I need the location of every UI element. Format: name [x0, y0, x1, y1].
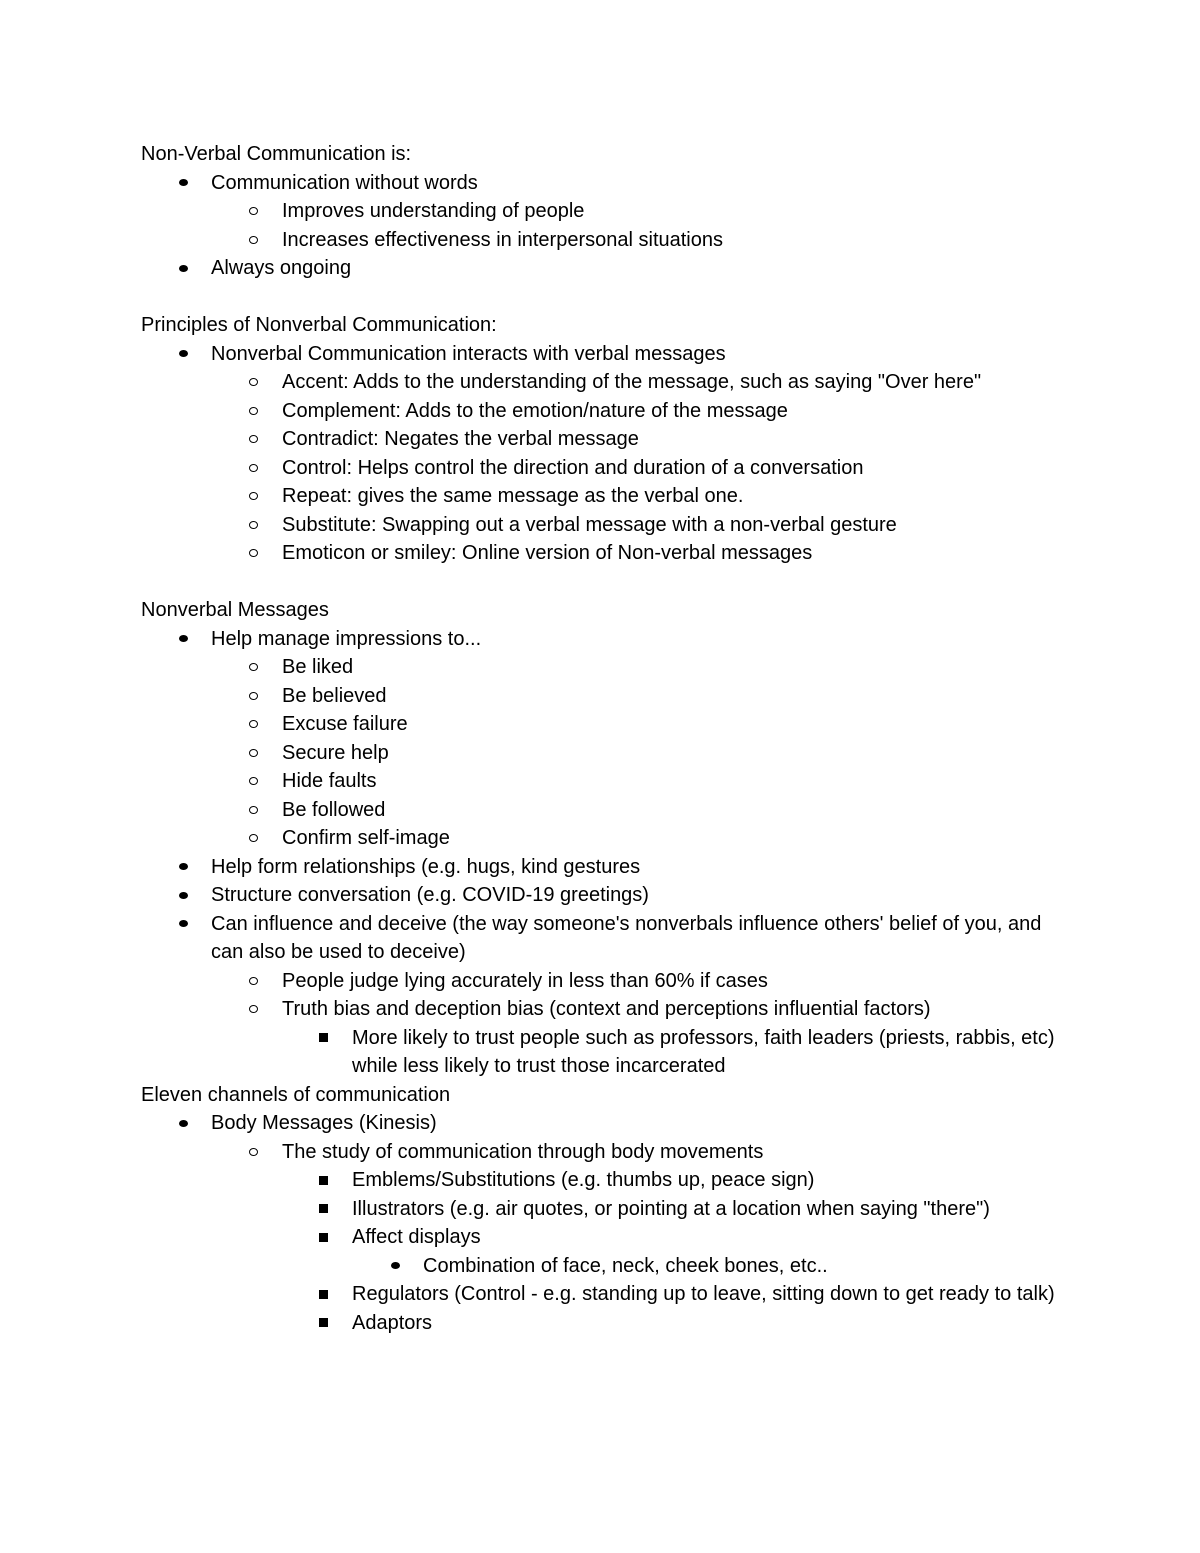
list-item [141, 967, 1061, 996]
list-item [141, 169, 1061, 198]
circle-bullet-icon [249, 1138, 258, 1167]
list-item-text: Truth bias and deception bias (context and perceptions influential factors) [282, 998, 931, 1020]
list-item-text: Be believed [282, 684, 387, 707]
list-item [141, 226, 1061, 255]
circle-bullet-icon [249, 767, 258, 796]
list-item [141, 995, 1061, 1024]
list-item [141, 454, 1061, 483]
list-item-text: Regulators (Control - e.g. standing up to leave, sitting down to get ready to talk) [352, 1283, 1055, 1305]
list-item [141, 482, 1061, 511]
blank-line [141, 283, 1061, 312]
list-item-text: Accent: Adds to the understanding of the message, such as saying "Over here" [282, 371, 982, 393]
list-item [141, 511, 1061, 540]
list-item [141, 625, 1061, 654]
list-item [141, 1109, 1061, 1138]
list-item-text: Confirm self-image [282, 827, 450, 849]
list-item [141, 682, 1061, 711]
circle-bullet-icon [249, 368, 258, 397]
list-item-text: Combination of face, neck, cheek bones, etc.. [423, 1254, 828, 1277]
list-item-text: Adaptors [352, 1311, 433, 1334]
section [141, 596, 1061, 1081]
list-item [141, 910, 1061, 967]
list-item-text: Help manage impressions to... [211, 627, 482, 650]
circle-bullet-icon [249, 511, 258, 540]
section [141, 311, 1061, 568]
disc-bullet-icon [179, 254, 188, 283]
list-item-text: Complement: Adds to the emotion/nature of the message [282, 399, 788, 422]
list-item-text: The study of communication through body movements [282, 1140, 764, 1163]
circle-bullet-icon [249, 482, 258, 511]
section-heading: Non-Verbal Communication is: [141, 143, 412, 165]
list-item-text: Illustrators (e.g. air quotes, or pointing at a location when saying "there") [352, 1197, 990, 1220]
list-item [141, 710, 1061, 739]
list-item-text: Hide faults [282, 770, 377, 792]
circle-bullet-icon [249, 653, 258, 682]
list-item [141, 1280, 1061, 1309]
square-bullet-icon [319, 1195, 328, 1224]
list-item-text: Control: Helps control the direction and duration of a conversation [282, 456, 864, 479]
list-item [141, 1166, 1061, 1195]
square-bullet-icon [319, 1223, 328, 1252]
list-item-text: Body Messages (Kinesis) [211, 1112, 437, 1134]
circle-bullet-icon [249, 454, 258, 483]
circle-bullet-icon [249, 682, 258, 711]
section-heading: Nonverbal Messages [141, 599, 329, 621]
list-item [141, 739, 1061, 768]
square-bullet-icon [319, 1166, 328, 1195]
disc-bullet-icon [179, 881, 188, 910]
list-item [141, 368, 1061, 397]
list-item [141, 1195, 1061, 1224]
circle-bullet-icon [249, 397, 258, 426]
list-item-text: Substitute: Swapping out a verbal message with a non-verbal gesture [282, 513, 897, 536]
section-heading: Eleven channels of communication [141, 1083, 451, 1106]
list-item [141, 1309, 1061, 1338]
blank-line [141, 568, 1061, 597]
list-item-text: Excuse failure [282, 713, 408, 735]
square-bullet-icon [319, 1280, 328, 1309]
circle-bullet-icon [249, 796, 258, 825]
list-item [141, 397, 1061, 426]
list-item-text: Help form relationships (e.g. hugs, kind gestures [211, 855, 641, 878]
list-item-text: Nonverbal Communication interacts with verbal messages [211, 342, 726, 365]
circle-bullet-icon [249, 425, 258, 454]
section [141, 140, 1061, 283]
list-item [141, 853, 1061, 882]
disc-bullet-icon [179, 169, 188, 198]
list-item-text: Increases effectiveness in interpersonal situations [282, 228, 723, 251]
list-item-text: Always ongoing [211, 257, 352, 279]
list-item [141, 796, 1061, 825]
square-bullet-icon [319, 1309, 328, 1338]
list-item [141, 340, 1061, 369]
list-item-text: Repeat: gives the same message as the verbal one. [282, 485, 744, 507]
list-item-text: Secure help [282, 741, 389, 764]
circle-bullet-icon [249, 710, 258, 739]
disc-bullet-icon [391, 1252, 400, 1281]
list-item-text: Emoticon or smiley: Online version of Non-verbal messages [282, 542, 813, 564]
list-item-text: Structure conversation (e.g. COVID-19 greetings) [211, 884, 649, 906]
list-item [141, 881, 1061, 910]
circle-bullet-icon [249, 539, 258, 568]
list-item [141, 824, 1061, 853]
list-item [141, 1223, 1061, 1252]
disc-bullet-icon [179, 625, 188, 654]
section-heading: Principles of Nonverbal Communication: [141, 314, 497, 336]
list-item-text: Emblems/Substitutions (e.g. thumbs up, peace sign) [352, 1169, 815, 1191]
circle-bullet-icon [249, 226, 258, 255]
document-body [141, 140, 1061, 1337]
list-item-text: Communication without words [211, 171, 478, 194]
list-item [141, 1252, 1061, 1281]
circle-bullet-icon [249, 967, 258, 996]
square-bullet-icon [319, 1024, 328, 1053]
list-item [141, 1024, 1061, 1081]
list-item-text: Be liked [282, 656, 354, 678]
list-item [141, 539, 1061, 568]
circle-bullet-icon [249, 824, 258, 853]
list-item-text: Affect displays [352, 1226, 481, 1248]
disc-bullet-icon [179, 340, 188, 369]
list-item [141, 653, 1061, 682]
list-item-text: Can influence and deceive (the way someone's nonverbals influence others' belief of you, and can also be used to deceive) [211, 912, 1042, 963]
list-item-text: People judge lying accurately in less than 60% if cases [282, 969, 768, 992]
list-item [141, 254, 1061, 283]
list-item [141, 1138, 1061, 1167]
list-item [141, 197, 1061, 226]
circle-bullet-icon [249, 995, 258, 1024]
list-item-text: More likely to trust people such as professors, faith leaders (priests, rabbis, etc) while less likely to trust those incarcerated [352, 1026, 1055, 1077]
list-item-text: Improves understanding of people [282, 200, 585, 222]
list-item-text: Be followed [282, 798, 386, 821]
list-item [141, 425, 1061, 454]
disc-bullet-icon [179, 853, 188, 882]
circle-bullet-icon [249, 197, 258, 226]
list-item [141, 767, 1061, 796]
disc-bullet-icon [179, 910, 188, 939]
circle-bullet-icon [249, 739, 258, 768]
disc-bullet-icon [179, 1109, 188, 1138]
list-item-text: Contradict: Negates the verbal message [282, 428, 639, 450]
section [141, 1081, 1061, 1338]
